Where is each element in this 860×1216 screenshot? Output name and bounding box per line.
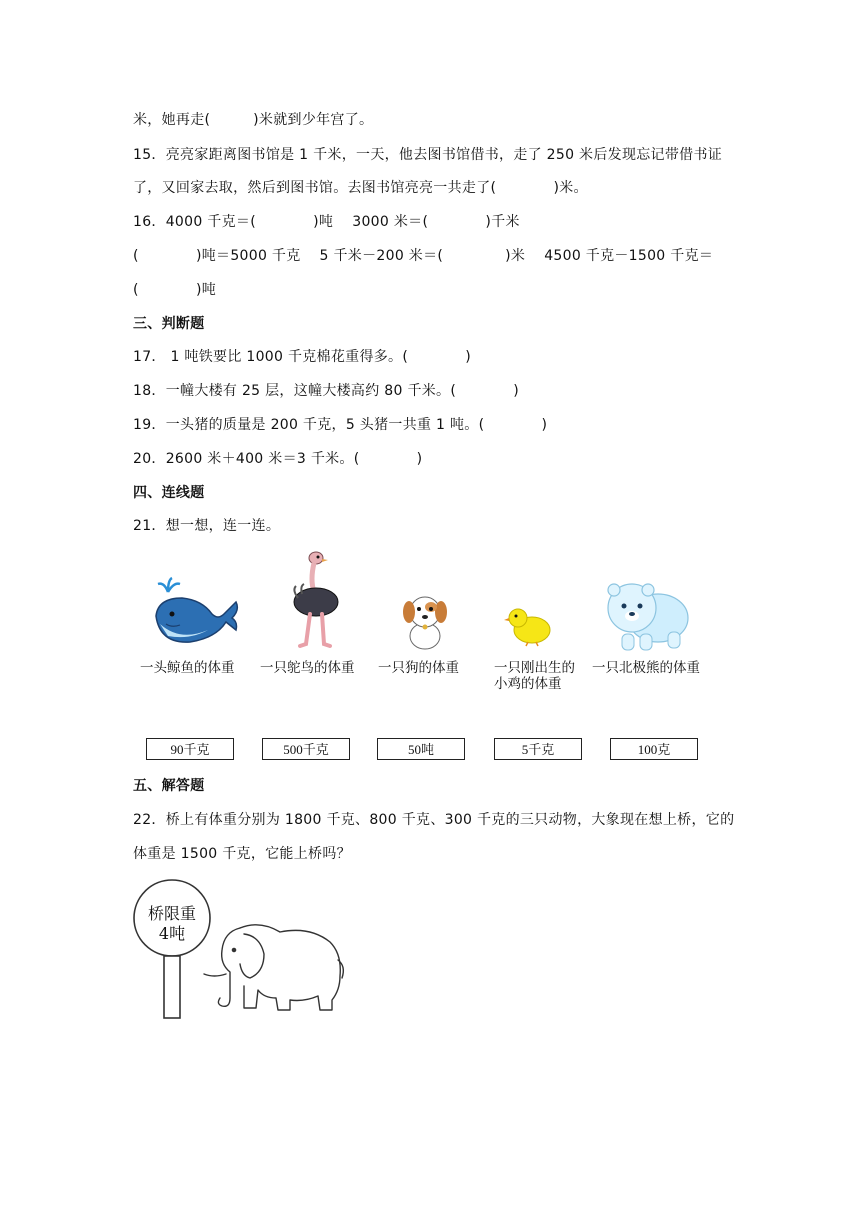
weight-option-1[interactable]: 90千克 bbox=[146, 738, 234, 760]
q18: 18．一幢大楼有 25 层，这幢大楼高约 80 千米。( ) bbox=[133, 383, 520, 399]
q19: 19．一头猪的质量是 200 千克，5 头猪一共重 1 吨。( ) bbox=[133, 417, 548, 433]
label-chick-line1: 一只刚出生的 bbox=[494, 660, 575, 676]
section-heading-answer: 五、解答题 bbox=[133, 778, 205, 794]
chick-illustration bbox=[504, 606, 552, 646]
section-heading-judgement: 三、判断题 bbox=[133, 316, 205, 332]
q16-line1: 16．4000 千克＝( )吨 3000 米＝( )千米 bbox=[133, 214, 520, 230]
q16-line2: ( )吨＝5000 千克 5 千米－200 米＝( )米 4500 千克－1500 千克＝ bbox=[133, 248, 714, 264]
sign-text-line1: 桥限重 bbox=[147, 904, 196, 923]
q22-line1: 22．桥上有体重分别为 1800 千克、800 千克、300 千克的三只动物，大象现在想上桥，它的 bbox=[133, 812, 735, 828]
whale-illustration bbox=[150, 578, 240, 650]
q22-line2: 体重是 1500 千克，它能上桥吗？ bbox=[133, 846, 351, 862]
label-polar-bear: 一只北极熊的体重 bbox=[592, 660, 700, 676]
weight-option-4[interactable]: 5千克 bbox=[494, 738, 582, 760]
weight-option-2[interactable]: 500千克 bbox=[262, 738, 350, 760]
q21: 21．想一想，连一连。 bbox=[133, 518, 281, 534]
elephant-illustration bbox=[200, 920, 346, 1014]
weight-option-3[interactable]: 50吨 bbox=[377, 738, 465, 760]
q15-line1: 15．亮亮家距离图书馆是 1 千米，一天，他去图书馆借书，走了 250 米后发现忘记带借书证 bbox=[133, 147, 723, 163]
sign-text-line2: 4吨 bbox=[158, 924, 186, 943]
polar-bear-illustration bbox=[602, 582, 690, 652]
q17: 17． 1 吨铁要比 1000 千克棉花重得多。( ) bbox=[133, 349, 472, 365]
q14-tail: 米，她再走( )米就到少年宫了。 bbox=[133, 112, 374, 128]
q15-line2: 了，又回家去取，然后到图书馆。去图书馆亮亮一共走了( )米。 bbox=[133, 180, 588, 196]
q16-line3: ( )吨 bbox=[133, 282, 217, 298]
label-dog: 一只狗的体重 bbox=[378, 660, 459, 676]
label-whale: 一头鲸鱼的体重 bbox=[140, 660, 235, 676]
q20: 20．2600 米＋400 米＝3 千米。( ) bbox=[133, 451, 423, 467]
weight-option-5[interactable]: 100克 bbox=[610, 738, 698, 760]
label-ostrich: 一只鸵鸟的体重 bbox=[260, 660, 355, 676]
ostrich-illustration bbox=[288, 550, 348, 650]
label-chick-line2: 小鸡的体重 bbox=[494, 676, 562, 692]
section-heading-matching: 四、连线题 bbox=[133, 485, 205, 501]
dog-illustration bbox=[400, 592, 450, 650]
